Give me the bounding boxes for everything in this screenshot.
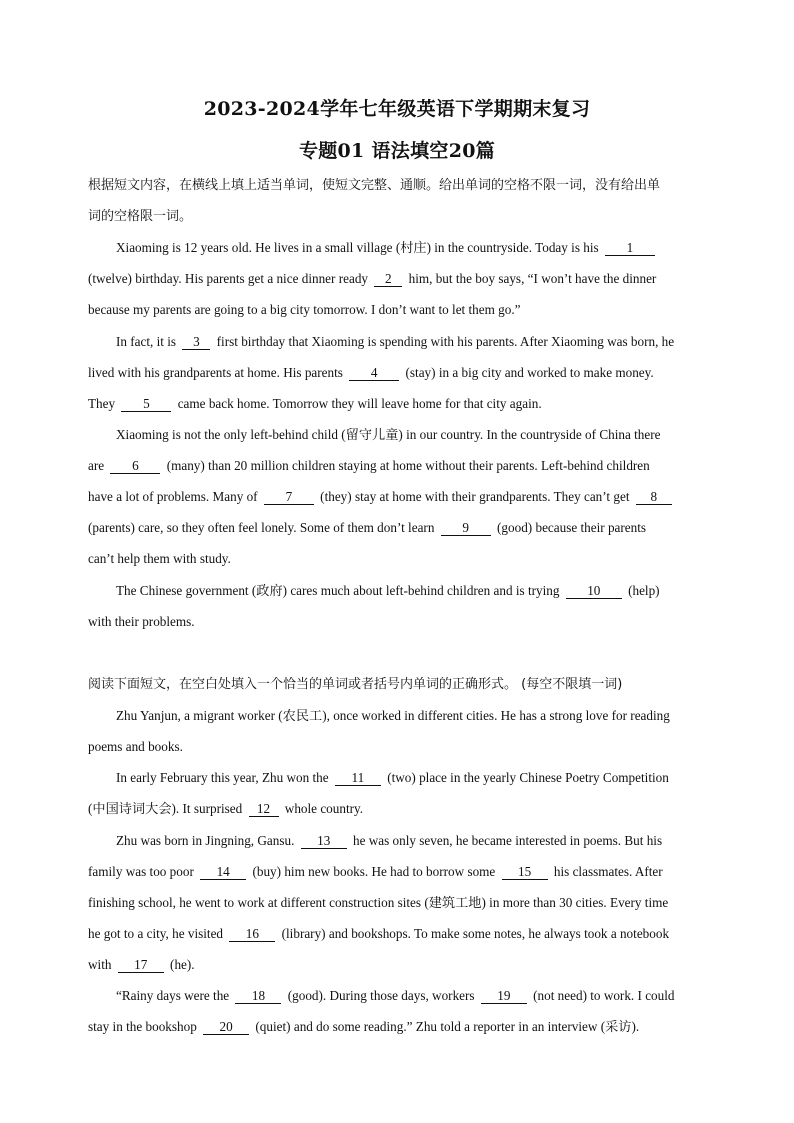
text: (quiet) and do some reading.” Zhu told a reporter in an interview (采访). bbox=[255, 1019, 640, 1034]
text: (not need) to work. I could bbox=[533, 988, 675, 1003]
text: (stay) in a big city and worked to make money. bbox=[405, 365, 654, 380]
text: lived with his grandparents at home. His parents bbox=[88, 365, 343, 380]
p1-line-4 bbox=[116, 332, 708, 352]
blank-14[interactable]: 14 bbox=[200, 865, 246, 880]
text: (parents) care, so they often feel lonely. Some of them don’t learn bbox=[88, 520, 435, 535]
p1-line-7: Xiaoming is not the only left-behind child (留守儿童) in our country. In the countryside of China there bbox=[116, 427, 661, 442]
p2-line-3 bbox=[116, 768, 708, 788]
text: have a lot of problems. Many of bbox=[88, 489, 258, 504]
text: first birthday that Xiaoming is spending with his parents. After Xiaoming was born, he bbox=[216, 334, 675, 349]
text: (buy) him new books. He had to borrow some bbox=[252, 864, 496, 879]
p1-line-2 bbox=[88, 269, 708, 289]
blank-12[interactable]: 12 bbox=[249, 802, 279, 817]
text: him, but the boy says, “I won’t have the dinner bbox=[408, 271, 657, 286]
p1-line-13: with their problems. bbox=[88, 614, 195, 629]
p1-line-10 bbox=[88, 518, 708, 538]
text: Xiaoming is 12 years old. He lives in a small village (村庄) in the countryside. Today is his bbox=[116, 240, 599, 255]
blank-13[interactable]: 13 bbox=[301, 834, 347, 849]
text: (many) than 20 million children staying at home without their parents. Left-behind children bbox=[166, 458, 650, 473]
p2-line-10 bbox=[116, 986, 708, 1006]
text: The Chinese government (政府) cares much about left-behind children and is trying bbox=[116, 583, 560, 598]
text: Zhu was born in Jingning, Gansu. bbox=[116, 833, 295, 848]
blank-8[interactable]: 8 bbox=[636, 490, 672, 505]
blank-3[interactable]: 3 bbox=[182, 335, 210, 350]
blank-5[interactable]: 5 bbox=[121, 397, 171, 412]
text: (they) stay at home with their grandparents. They can’t get bbox=[320, 489, 630, 504]
p2-line-5 bbox=[116, 831, 708, 851]
p2-line-2: poems and books. bbox=[88, 739, 183, 754]
blank-9[interactable]: 9 bbox=[441, 521, 491, 536]
text: (good) because their parents bbox=[497, 520, 647, 535]
p2-line-7: finishing school, he went to work at different construction sites (建筑工地) in more than 30 cities. Every time bbox=[88, 895, 669, 910]
p1-line-6 bbox=[88, 394, 708, 414]
document-subtitle: 专题01 语法填空20篇 bbox=[298, 140, 496, 162]
text: are bbox=[88, 458, 105, 473]
blank-4[interactable]: 4 bbox=[349, 366, 399, 381]
p2-line-6 bbox=[88, 862, 708, 882]
p2-line-4 bbox=[88, 799, 708, 819]
blank-20[interactable]: 20 bbox=[203, 1020, 249, 1035]
document-title: 2023-2024学年七年级英语下学期期末复习 bbox=[203, 98, 591, 120]
p2-line-9 bbox=[88, 955, 708, 975]
blank-19[interactable]: 19 bbox=[481, 989, 527, 1004]
text: his classmates. After bbox=[553, 864, 663, 879]
p1-line-1 bbox=[116, 238, 708, 258]
p1-line-8 bbox=[88, 456, 708, 476]
text: stay in the bookshop bbox=[88, 1019, 197, 1034]
text: (two) place in the yearly Chinese Poetry Competition bbox=[387, 770, 669, 785]
passage1-instruction-line2: 词的空格限一词。 bbox=[88, 209, 193, 224]
p1-line-3: because my parents are going to a big city tomorrow. I don’t want to let them go.” bbox=[88, 302, 521, 317]
text: In early February this year, Zhu won the bbox=[116, 770, 329, 785]
text: (he). bbox=[170, 957, 195, 972]
blank-6[interactable]: 6 bbox=[110, 459, 160, 474]
p2-line-8 bbox=[88, 924, 708, 944]
p1-line-12 bbox=[116, 581, 708, 601]
text: In fact, it is bbox=[116, 334, 177, 349]
text: (library) and bookshops. To make some notes, he always took a notebook bbox=[281, 926, 670, 941]
p2-line-11 bbox=[88, 1017, 708, 1037]
text: he got to a city, he visited bbox=[88, 926, 224, 941]
text: family was too poor bbox=[88, 864, 194, 879]
blank-11[interactable]: 11 bbox=[335, 771, 381, 786]
text: They bbox=[88, 396, 116, 411]
p1-line-9 bbox=[88, 487, 708, 507]
text: came back home. Tomorrow they will leave home for that city again. bbox=[177, 396, 542, 411]
p2-line-1: Zhu Yanjun, a migrant worker (农民工), once worked in different cities. He has a strong love for reading bbox=[116, 708, 670, 723]
p1-line-5 bbox=[88, 363, 708, 383]
passage2-instruction: 阅读下面短文，在空白处填入一个恰当的单词或者括号内单词的正确形式。 (每空不限填一词) bbox=[88, 677, 623, 692]
text: (help) bbox=[628, 583, 660, 598]
text: he was only seven, he became interested in poems. But his bbox=[352, 833, 663, 848]
blank-2[interactable]: 2 bbox=[374, 272, 402, 287]
passage1-instruction-line1: 根据短文内容，在横线上填上适当单词，使短文完整、通顺。给出单词的空格不限一词，没有给出单 bbox=[88, 178, 661, 193]
blank-7[interactable]: 7 bbox=[264, 490, 314, 505]
blank-10[interactable]: 10 bbox=[566, 584, 622, 599]
text: whole country. bbox=[284, 801, 364, 816]
text: (中国诗词大会). It surprised bbox=[88, 801, 243, 816]
text: (good). During those days, workers bbox=[287, 988, 475, 1003]
text: with bbox=[88, 957, 112, 972]
blank-1[interactable]: 1 bbox=[605, 241, 655, 256]
blank-15[interactable]: 15 bbox=[502, 865, 548, 880]
blank-18[interactable]: 18 bbox=[235, 989, 281, 1004]
blank-17[interactable]: 17 bbox=[118, 958, 164, 973]
text: (twelve) birthday. His parents get a nice dinner ready bbox=[88, 271, 369, 286]
p1-line-11: can’t help them with study. bbox=[88, 551, 231, 566]
blank-16[interactable]: 16 bbox=[229, 927, 275, 942]
text: “Rainy days were the bbox=[116, 988, 230, 1003]
